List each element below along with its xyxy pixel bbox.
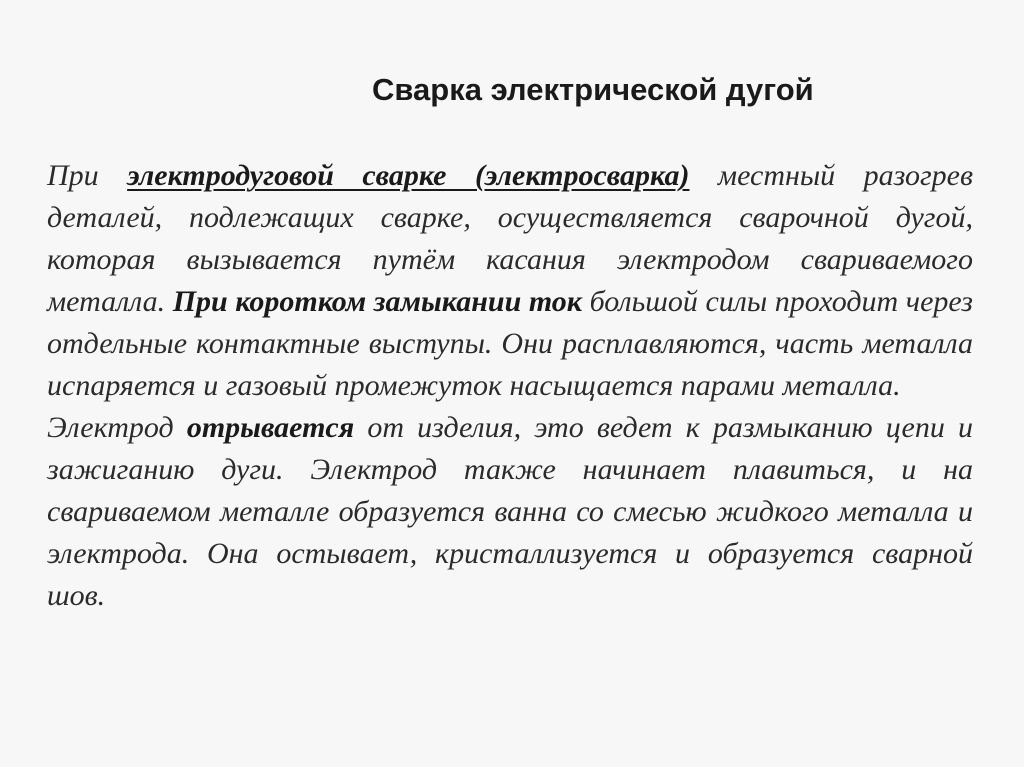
paragraph-2 [47,407,973,617]
paragraph-2-text-1: Электрод [47,411,187,444]
body-text [47,155,973,617]
paragraph-1-text-2: местный разогрев деталей, подлежащих сварке, осуществляется сварочной дугой, которая вызывается путём касания электродом свариваемого металла. [47,159,973,318]
term-electric-arc-welding: электродуговой сварке (электросварка) [127,159,690,192]
paragraph-1-text-3: большой силы проходит через отдельные контактные выступы. Они расплавляются, часть металла испаряется и газовый промежуток насыщается парами металла. [47,285,974,402]
slide-title: Сварка электрической дугой [372,72,814,107]
emphasis-short-circuit: При коротком замыкании ток [172,285,583,318]
paragraph-2-text-2: от изделия, это ведет к размыканию цепи и зажиганию дуги. Электрод также начинает плавиться, и на свариваемом металле образуется ванна со смесью жидкого металла и электрода. Она остывает, кристаллизуется и образуется сварной шов. [47,411,973,612]
emphasis-breaks-off: отрывается [186,411,355,444]
paragraph-1 [47,155,973,407]
paragraph-1-text-1: При [47,159,128,192]
